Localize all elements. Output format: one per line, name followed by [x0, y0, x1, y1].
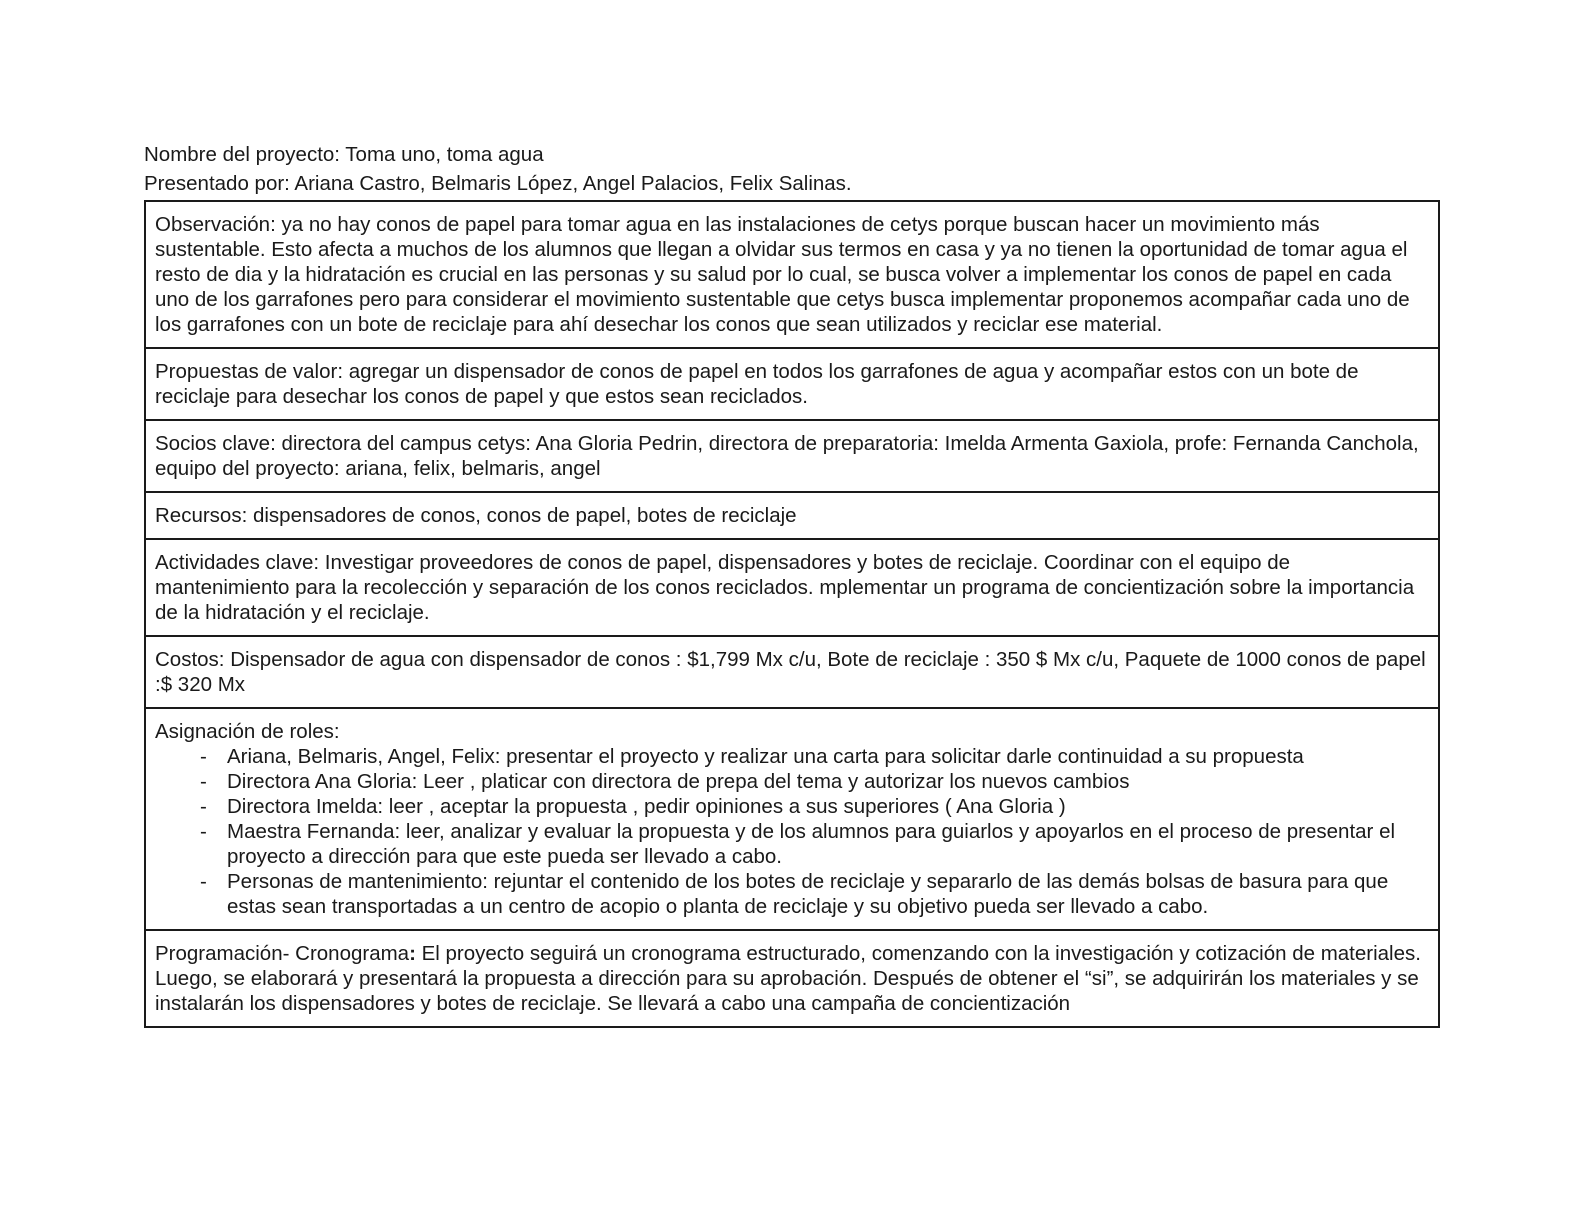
table-row	[145, 348, 1439, 420]
document-page	[144, 140, 1440, 1028]
role-text: Directora Imelda: leer , aceptar la propuesta , pedir opiniones a sus superiores ( Ana Gloria )	[227, 795, 1066, 818]
socios-cell: Socios clave: directora del campus cetys: Ana Gloria Pedrin, directora de preparatoria: Imelda Armenta Gaxiola, profe: Fernanda Canchola, equipo del proyecto: ariana, felix, belmaris, angel	[145, 420, 1439, 492]
table-row	[145, 420, 1439, 492]
list-item	[155, 769, 1428, 794]
role-text: Ariana, Belmaris, Angel, Felix: presentar el proyecto y realizar una carta para solicitar darle continuidad a su propuesta	[227, 745, 1304, 768]
list-item	[155, 744, 1428, 769]
programacion-colon: :	[409, 942, 416, 965]
table-row	[145, 492, 1439, 539]
role-text: Directora Ana Gloria: Leer , platicar con directora de prepa del tema y autorizar los nuevos cambios	[227, 770, 1130, 793]
roles-cell	[145, 708, 1439, 930]
bullet-dash: -	[200, 820, 207, 843]
table-row	[145, 708, 1439, 930]
bullet-dash: -	[200, 870, 207, 893]
actividades-cell: Actividades clave: Investigar proveedores de conos de papel, dispensadores y botes de reciclaje. Coordinar con el equipo de mantenimiento para la recolección y separación de los conos reciclados. mplementar un programa de concientización sobre la importancia de la hidratación y el reciclaje.	[145, 539, 1439, 636]
observacion-cell: Observación: ya no hay conos de papel para tomar agua en las instalaciones de cetys porque buscan hacer un movimiento más sustentable. Esto afecta a muchos de los alumnos que llegan a olvidar sus termos en casa y ya no tienen la oportunidad de tomar agua el resto de dia y la hidratación es crucial en las personas y su salud por lo cual, se busca volver a implementar los conos de papel en cada uno de los garrafones pero para considerar el movimiento sustentable que cetys busca implementar proponemos acompañar cada uno de los garrafones con un bote de reciclaje para ahí desechar los conos que sean utilizados y reciclar ese material.	[145, 201, 1439, 348]
presented-by: Presentado por: Ariana Castro, Belmaris López, Angel Palacios, Felix Salinas.	[144, 172, 852, 195]
role-text: Maestra Fernanda: leer, analizar y evaluar la propuesta y de los alumnos para guiarlos y apoyarlos en el proceso de presentar el proyecto a dirección para que este pueda ser llevado a cabo.	[227, 820, 1396, 868]
list-item	[155, 819, 1428, 869]
recursos-cell: Recursos: dispensadores de conos, conos de papel, botes de reciclaje	[145, 492, 1439, 539]
roles-list	[155, 744, 1428, 919]
propuestas-cell: Propuestas de valor: agregar un dispensador de conos de papel en todos los garrafones de agua y acompañar estos con un bote de reciclaje para desechar los conos de papel y que estos sean reciclados.	[145, 348, 1439, 420]
programacion-text: El proyecto seguirá un cronograma estructurado, comenzando con la investigación y cotización de materiales. Luego, se elaborará y presentará la propuesta a dirección para su aprobación. Después de obtener el “si”, se adquirirán los materiales y se instalarán los dispensadores y botes de reciclaje. Se llevará a cabo una campaña de concientización	[155, 942, 1421, 1015]
role-text: Personas de mantenimiento: rejuntar el contenido de los botes de reciclaje y separarlo de las demás bolsas de basura para que estas sean transportadas a un centro de acopio o planta de reciclaje y su objetivo pueda ser llevado a cabo.	[227, 870, 1389, 918]
list-item	[155, 869, 1428, 919]
programacion-label: Programación- Cronograma	[155, 942, 410, 965]
programacion-cell	[145, 930, 1439, 1027]
table-row	[145, 636, 1439, 708]
table-row	[145, 539, 1439, 636]
bullet-dash: -	[200, 770, 207, 793]
bullet-dash: -	[200, 745, 207, 768]
list-item	[155, 794, 1428, 819]
table-row	[145, 930, 1439, 1027]
table-row	[145, 201, 1439, 348]
project-name: Nombre del proyecto: Toma uno, toma agua	[144, 143, 544, 166]
roles-title: Asignación de roles:	[155, 720, 340, 743]
project-table	[144, 200, 1440, 1028]
costos-cell: Costos: Dispensador de agua con dispensador de conos : $1,799 Mx c/u, Bote de reciclaje : 350 $ Mx c/u, Paquete de 1000 conos de papel :$ 320 Mx	[145, 636, 1439, 708]
bullet-dash: -	[200, 795, 207, 818]
